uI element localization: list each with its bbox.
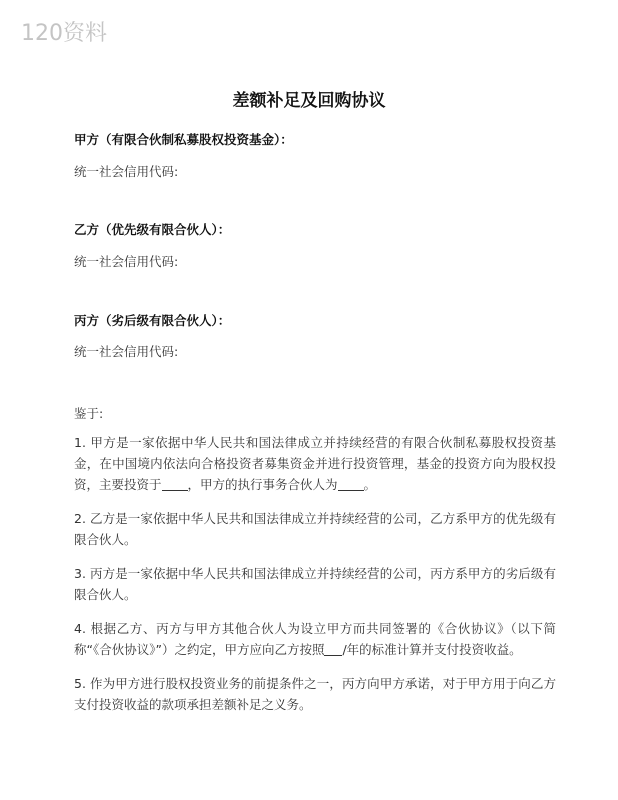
- whereas-label: 鉴于:: [74, 406, 104, 421]
- clause-4-text: 4. 根据乙方、丙方与甲方其他合伙人为设立甲方而共同签署的《合伙协议》（以下简称“《合伙协议》”）之约定，甲方应向乙方按照: [74, 621, 556, 657]
- clause-4-text-end: /年的标准计算并支付投资收益。: [342, 642, 522, 657]
- fill-in-blank-investment-target: [162, 477, 188, 491]
- fill-in-blank-return-rate: [324, 642, 342, 656]
- party-b-heading: 乙方（优先级有限合伙人）：: [74, 222, 231, 237]
- clause-5: 5. 作为甲方进行股权投资业务的前提条件之一，丙方向甲方承诺，对于甲方用于向乙方支付投资收益的款项承担差额补足之义务。: [74, 676, 556, 712]
- whereas-clauses: [74, 432, 556, 728]
- clause-4: [74, 618, 556, 660]
- clause-1: [74, 432, 556, 495]
- party-b-credit-code-label: 统一社会信用代码:: [74, 254, 179, 269]
- party-a-heading: 甲方（有限合伙制私募股权投资基金）：: [74, 132, 293, 147]
- party-c-heading: 丙方（劣后级有限合伙人）：: [74, 313, 231, 328]
- clause-1-text-continued: ，甲方的执行事务合伙人为: [187, 477, 338, 492]
- clause-1-text: 1. 甲方是一家依据中华人民共和国法律成立并持续经营的有限合伙制私募股权投资基金，在中国境内依法向合格投资者募集资金并进行投资管理，基金的投资方向为股权投资，主要投资于: [74, 435, 556, 492]
- clause-1-text-end: 。: [363, 477, 377, 492]
- watermark: 120资料: [21, 21, 107, 46]
- clause-3: 3. 丙方是一家依据中华人民共和国法律成立并持续经营的公司，丙方系甲方的劣后级有限合伙人。: [74, 566, 556, 602]
- fill-in-blank-executive-partner: [338, 477, 364, 491]
- clause-2: 2. 乙方是一家依据中华人民共和国法律成立并持续经营的公司，乙方系甲方的优先级有限合伙人。: [74, 511, 556, 547]
- document-title: 差额补足及回购协议: [232, 91, 386, 111]
- party-a-credit-code-label: 统一社会信用代码:: [74, 164, 179, 179]
- party-c-credit-code-label: 统一社会信用代码:: [74, 344, 179, 359]
